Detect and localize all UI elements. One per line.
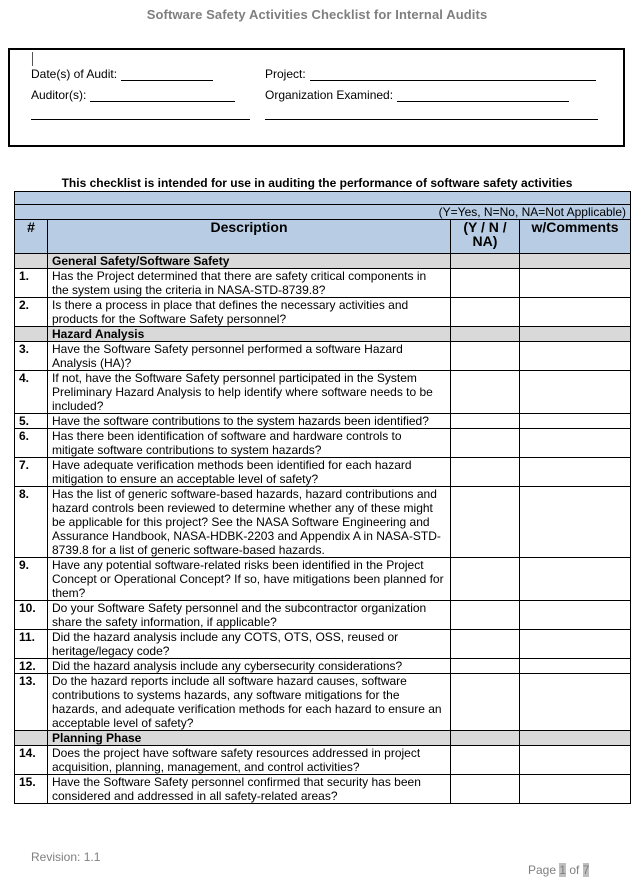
item-number: 12. [15, 659, 48, 674]
section-row [15, 327, 631, 342]
text-cursor [32, 52, 33, 66]
ynna-answer-cell[interactable] [451, 458, 520, 487]
checklist-item-row [15, 601, 631, 630]
item-number: 8. [15, 487, 48, 558]
legend-row [15, 205, 631, 220]
checklist-item-row [15, 429, 631, 458]
item-description: Has the Project determined that there are safety critical components in the system using the criteria in NASA-STD-8739.8? [48, 269, 451, 298]
comments-cell[interactable] [520, 298, 631, 327]
item-description: Do your Software Safety personnel and the subcontractor organization share the safety information, if applicable? [48, 601, 451, 630]
item-number: 2. [15, 298, 48, 327]
column-header-row [15, 220, 631, 254]
header-blank-row [15, 192, 631, 205]
ynna-answer-cell[interactable] [451, 371, 520, 414]
comments-cell[interactable] [520, 630, 631, 659]
item-description: Have the software contributions to the system hazards been identified? [48, 414, 451, 429]
section-num-cell [15, 254, 48, 269]
section-title: General Safety/Software Safety [48, 254, 451, 269]
item-description: If not, have the Software Safety personnel participated in the System Preliminary Hazard Analysis to help identify where software needs to be included? [48, 371, 451, 414]
checklist-table [14, 191, 631, 804]
section-num-cell [15, 731, 48, 746]
organization-label: Organization Examined: [265, 88, 394, 102]
page-number [528, 863, 589, 877]
checklist-item-row [15, 487, 631, 558]
ynna-answer-cell[interactable] [451, 298, 520, 327]
comments-cell[interactable] [520, 414, 631, 429]
page-total: 7 [582, 863, 590, 877]
ynna-answer-cell[interactable] [451, 746, 520, 775]
section-comments-cell [520, 731, 631, 746]
checklist-item-row [15, 775, 631, 804]
item-number: 13. [15, 674, 48, 731]
comments-cell[interactable] [520, 659, 631, 674]
page-of: of [566, 863, 583, 877]
answer-legend: (Y=Yes, N=No, NA=Not Applicable) [15, 205, 631, 220]
section-comments-cell [520, 327, 631, 342]
section-ynna-cell [451, 327, 520, 342]
section-row [15, 254, 631, 269]
page-prefix: Page [528, 863, 560, 877]
checklist-item-row [15, 630, 631, 659]
blank-line-left[interactable] [31, 119, 250, 120]
checklist-item-row [15, 371, 631, 414]
project-label: Project: [265, 67, 306, 81]
item-description: Have the Software Safety personnel confirmed that security has been considered and addressed in all safety-related areas? [48, 775, 451, 804]
auditor-label: Auditor(s): [31, 88, 87, 102]
comments-cell[interactable] [520, 601, 631, 630]
project-field[interactable] [265, 67, 596, 81]
section-comments-cell [520, 254, 631, 269]
ynna-answer-cell[interactable] [451, 269, 520, 298]
ynna-answer-cell[interactable] [451, 558, 520, 601]
ynna-answer-cell[interactable] [451, 775, 520, 804]
column-header-comments: w/Comments [520, 220, 631, 254]
date-of-audit-input[interactable] [121, 68, 213, 81]
item-description: Have any potential software-related risks been identified in the Project Concept or Operational Concept? If so, have mitigations been planned for them? [48, 558, 451, 601]
item-description: Have adequate verification methods been identified for each hazard mitigation to ensure an acceptable level of safety? [48, 458, 451, 487]
comments-cell[interactable] [520, 429, 631, 458]
item-number: 10. [15, 601, 48, 630]
checklist-item-row [15, 342, 631, 371]
checklist-caption: This checklist is intended for use in auditing the performance of software safety activities [61, 176, 573, 190]
comments-cell[interactable] [520, 269, 631, 298]
comments-cell[interactable] [520, 458, 631, 487]
ynna-answer-cell[interactable] [451, 659, 520, 674]
column-header-num: # [15, 220, 48, 254]
section-num-cell [15, 327, 48, 342]
comments-cell[interactable] [520, 775, 631, 804]
item-number: 5. [15, 414, 48, 429]
item-description: Did the hazard analysis include any cybersecurity considerations? [48, 659, 451, 674]
checklist-item-row [15, 269, 631, 298]
revision-label: Revision: 1.1 [31, 850, 101, 864]
ynna-answer-cell[interactable] [451, 429, 520, 458]
item-description: Has the list of generic software-based hazards, hazard contributions and hazard controls been reviewed to determine whether any of these might be applicable for this project? See the NASA Software Engineering and Assurance Handbook, NASA-HDBK-2203 and Appendix A in NASA-STD-8739.8 for a list of generic software-based hazards. [48, 487, 451, 558]
comments-cell[interactable] [520, 342, 631, 371]
organization-field[interactable] [265, 88, 569, 102]
ynna-answer-cell[interactable] [451, 674, 520, 731]
item-description: Has there been identification of software and hardware controls to mitigate software contributions to system hazards? [48, 429, 451, 458]
comments-cell[interactable] [520, 746, 631, 775]
item-number: 1. [15, 269, 48, 298]
item-number: 15. [15, 775, 48, 804]
auditor-input[interactable] [90, 89, 235, 102]
checklist-item-row [15, 558, 631, 601]
section-ynna-cell [451, 254, 520, 269]
item-number: 14. [15, 746, 48, 775]
item-description: Does the project have software safety resources addressed in project acquisition, planning, management, and control activities? [48, 746, 451, 775]
audit-info-box [8, 48, 625, 147]
item-description: Do the hazard reports include all software hazard causes, software contributions to systems hazards, any software mitigations for the hazards, and adequate verification methods for each hazard to ensure an acceptable level of safety? [48, 674, 451, 731]
auditor-field[interactable] [31, 88, 235, 102]
item-number: 6. [15, 429, 48, 458]
page-current: 1 [559, 863, 567, 877]
section-ynna-cell [451, 731, 520, 746]
item-number: 9. [15, 558, 48, 601]
item-description: Have the Software Safety personnel performed a software Hazard Analysis (HA)? [48, 342, 451, 371]
column-header-description: Description [48, 220, 451, 254]
comments-cell[interactable] [520, 371, 631, 414]
section-title: Hazard Analysis [48, 327, 451, 342]
project-input[interactable] [310, 68, 596, 81]
date-of-audit-label: Date(s) of Audit: [31, 67, 118, 81]
ynna-answer-cell[interactable] [451, 630, 520, 659]
ynna-answer-cell[interactable] [451, 414, 520, 429]
item-number: 4. [15, 371, 48, 414]
comments-cell[interactable] [520, 674, 631, 731]
section-title: Planning Phase [48, 731, 451, 746]
checklist-item-row [15, 298, 631, 327]
checklist-item-row [15, 746, 631, 775]
checklist-item-row [15, 659, 631, 674]
item-description: Did the hazard analysis include any COTS, OTS, OSS, reused or heritage/legacy code? [48, 630, 451, 659]
comments-cell[interactable] [520, 487, 631, 558]
checklist-item-row [15, 674, 631, 731]
date-of-audit-field[interactable] [31, 67, 213, 81]
item-number: 3. [15, 342, 48, 371]
item-number: 11. [15, 630, 48, 659]
checklist-item-row [15, 458, 631, 487]
column-header-ynna: (Y / N / NA) [451, 220, 520, 254]
item-number: 7. [15, 458, 48, 487]
organization-input[interactable] [397, 89, 569, 102]
ynna-answer-cell[interactable] [451, 601, 520, 630]
checklist-item-row [15, 414, 631, 429]
document-title: Software Safety Activities Checklist for Internal Audits [146, 7, 488, 22]
comments-cell[interactable] [520, 558, 631, 601]
ynna-answer-cell[interactable] [451, 487, 520, 558]
ynna-answer-cell[interactable] [451, 342, 520, 371]
section-row [15, 731, 631, 746]
item-description: Is there a process in place that defines the necessary activities and products for the Software Safety personnel? [48, 298, 451, 327]
blank-line-right[interactable] [265, 119, 598, 120]
